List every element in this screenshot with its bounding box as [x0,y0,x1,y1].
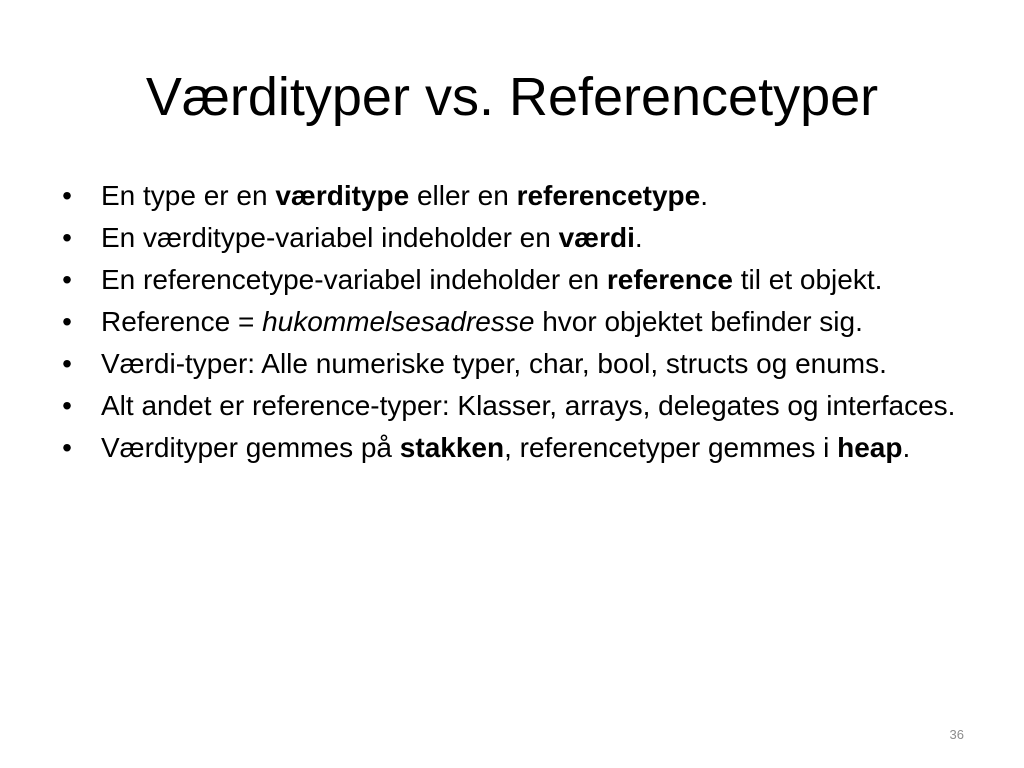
bullet-dot-icon: • [62,222,72,253]
bold-term: værdi [558,222,635,253]
bold-term: referencetype [516,180,701,211]
bullet-dot-icon: • [62,390,72,421]
bullet-item [57,179,957,212]
bullet-item [57,431,957,464]
bullet-text: Værdi-typer: Alle numeriske typer, char, bool, structs og enums. [101,348,887,379]
bullet-item [57,305,957,338]
bullet-text: . [700,180,709,211]
italic-term: hukommelsesadresse [262,306,535,337]
bullet-item [57,347,957,380]
bullet-dot-icon: • [62,180,72,211]
bullet-text: En værditype-variabel indeholder en [101,222,559,253]
bullet-text: En type er en [101,180,276,211]
bullet-text: , referencetyper gemmes i [504,432,838,463]
bullet-item [57,263,957,296]
bold-term: reference [606,264,733,295]
bullet-list [57,179,957,473]
bullet-text: . [634,222,643,253]
bullet-text: En referencetype-variabel indeholder en [101,264,607,295]
bold-term: heap [837,432,903,463]
bullet-dot-icon: • [62,432,72,463]
bullet-text: Alt andet er reference-typer: Klasser, arrays, delegates og interfaces. [101,390,956,421]
bullet-text: til et objekt. [732,264,883,295]
bullet-text: Værdityper gemmes på [101,432,400,463]
bold-term: stakken [399,432,505,463]
bullet-text: eller en [409,180,517,211]
slide-title: Værdityper vs. Referencetyper [145,67,879,127]
bullet-dot-icon: • [62,264,72,295]
bullet-item [57,221,957,254]
bullet-dot-icon: • [62,306,72,337]
bullet-text: . [902,432,911,463]
bullet-text: Reference = [101,306,263,337]
bullet-item [57,389,957,422]
page-number: 36 [949,727,964,742]
bullet-text: hvor objektet befinder sig. [534,306,863,337]
bold-term: værditype [275,180,410,211]
bullet-dot-icon: • [62,348,72,379]
